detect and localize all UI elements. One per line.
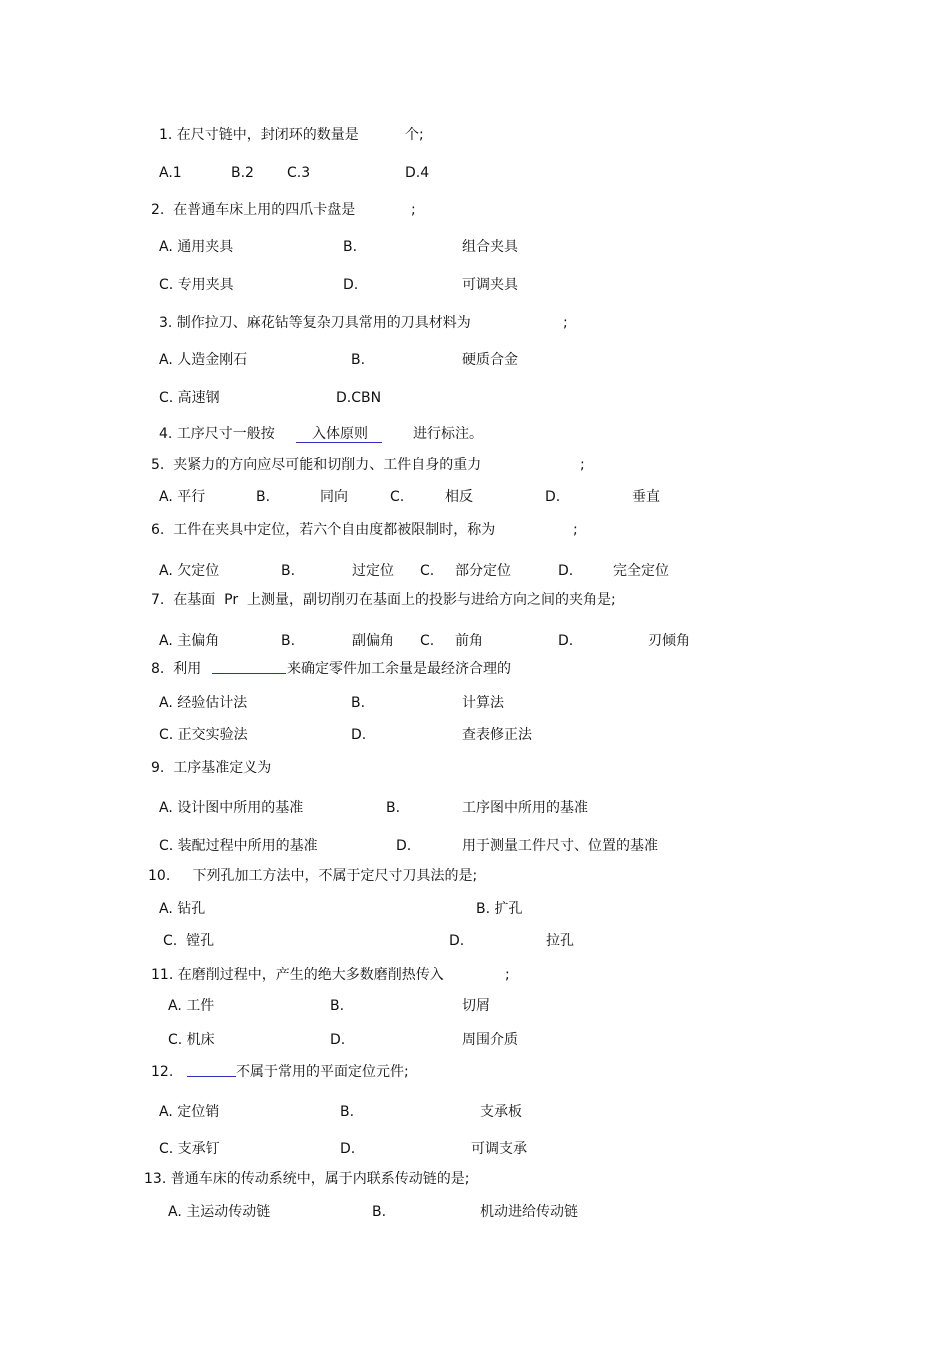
- question-12-stem-end: 不属于常用的平面定位元件;: [236, 1064, 409, 1080]
- q2-option-d-text: 可调夹具: [462, 277, 518, 293]
- q13-option-b-text: 机动进给传动链: [480, 1204, 578, 1220]
- q10-option-c: C. 镗孔: [163, 933, 215, 949]
- q2-option-c: C. 专用夹具: [159, 277, 234, 293]
- q5-option-a: A. 平行: [159, 489, 206, 505]
- q5-option-c-text: 相反: [445, 489, 473, 505]
- q9-option-d-letter: D.: [396, 838, 412, 854]
- q5-option-c-letter: C.: [390, 489, 405, 505]
- question-3-stem-end: ;: [563, 315, 568, 331]
- q9-option-b-text: 工序图中所用的基准: [462, 800, 588, 816]
- q13-option-b-letter: B.: [372, 1204, 387, 1220]
- q6-option-c-text: 部分定位: [455, 563, 511, 579]
- q3-option-b-letter: B.: [351, 352, 366, 368]
- question-11-stem-end: ;: [505, 967, 510, 983]
- q9-option-d-text: 用于测量工件尺寸、位置的基准: [462, 838, 658, 854]
- q12-option-d-text: 可调支承: [471, 1141, 527, 1157]
- q10-option-d-text: 拉孔: [546, 933, 574, 949]
- q10-option-b: B. 扩孔: [476, 901, 523, 917]
- q7-option-d-text: 刃倾角: [648, 633, 690, 649]
- q3-option-a: A. 人造金刚石: [159, 352, 248, 368]
- question-8-stem: 8. 利用: [151, 661, 202, 677]
- question-8-stem-end: 来确定零件加工余量是最经济合理的: [287, 661, 511, 677]
- question-3-stem: 3. 制作拉刀、麻花钻等复杂刀具常用的刀具材料为: [159, 315, 471, 331]
- q5-option-d-text: 垂直: [632, 489, 660, 505]
- q12-option-d-letter: D.: [340, 1141, 356, 1157]
- q1-option-d: D.4: [405, 165, 430, 181]
- q5-option-b-text: 同向: [320, 489, 348, 505]
- q2-option-b-letter: B.: [343, 239, 358, 255]
- q9-option-c: C. 装配过程中所用的基准: [159, 838, 318, 854]
- q12-option-c: C. 支承钉: [159, 1141, 220, 1157]
- question-4-stem: 4. 工序尺寸一般按: [159, 426, 275, 442]
- q10-option-d-letter: D.: [449, 933, 465, 949]
- question-4-answer: 入体原则: [296, 425, 382, 443]
- q6-option-b-text: 过定位: [352, 563, 394, 579]
- q10-option-a: A. 钻孔: [159, 901, 206, 917]
- q8-option-d-text: 查表修正法: [462, 727, 532, 743]
- q1-option-a: A.1: [159, 165, 182, 181]
- q2-option-b-text: 组合夹具: [462, 239, 518, 255]
- question-5-stem-end: ;: [580, 457, 585, 473]
- q6-option-d-text: 完全定位: [613, 563, 669, 579]
- q9-option-a: A. 设计图中所用的基准: [159, 800, 304, 816]
- q12-option-a: A. 定位销: [159, 1104, 220, 1120]
- q3-option-d: D.CBN: [336, 390, 382, 406]
- q8-option-d-letter: D.: [351, 727, 367, 743]
- q13-option-a: A. 主运动传动链: [168, 1204, 271, 1220]
- question-6-stem-end: ;: [573, 522, 578, 538]
- q11-option-b-letter: B.: [330, 998, 345, 1014]
- q12-option-b-letter: B.: [340, 1104, 355, 1120]
- q7-option-b-text: 副偏角: [352, 633, 394, 649]
- question-11-stem: 11. 在磨削过程中，产生的绝大多数磨削热传入: [151, 967, 444, 983]
- question-8-blank: [212, 660, 286, 679]
- q7-option-b-letter: B.: [281, 633, 296, 649]
- q8-option-c: C. 正交实验法: [159, 727, 248, 743]
- q2-option-a: A. 通用夹具: [159, 239, 234, 255]
- question-7-stem: 7. 在基面 Pr 上测量，副切削刃在基面上的投影与进给方向之间的夹角是;: [151, 592, 616, 608]
- q11-option-a: A. 工件: [168, 998, 215, 1014]
- q11-option-d-text: 周围介质: [462, 1032, 518, 1048]
- q7-option-a: A. 主偏角: [159, 633, 220, 649]
- question-2-stem-end: ;: [411, 202, 416, 218]
- q6-option-c-letter: C.: [420, 563, 435, 579]
- q6-option-b-letter: B.: [281, 563, 296, 579]
- q5-option-b-letter: B.: [256, 489, 271, 505]
- q12-option-b-text: 支承板: [480, 1104, 522, 1120]
- question-12-stem: 12.: [151, 1064, 174, 1080]
- question-13-stem: 13. 普通车床的传动系统中，属于内联系传动链的是;: [144, 1171, 470, 1187]
- question-6-stem: 6. 工件在夹具中定位，若六个自由度都被限制时，称为: [151, 522, 496, 538]
- q9-option-b-letter: B.: [386, 800, 401, 816]
- q7-option-c-text: 前角: [455, 633, 483, 649]
- q5-option-d-letter: D.: [545, 489, 561, 505]
- q11-option-b-text: 切屑: [462, 998, 490, 1014]
- question-9-stem: 9. 工序基准定义为: [151, 760, 272, 776]
- q11-option-c: C. 机床: [168, 1032, 215, 1048]
- q8-option-a: A. 经验估计法: [159, 695, 248, 711]
- q3-option-c: C. 高速钢: [159, 390, 220, 406]
- q6-option-a: A. 欠定位: [159, 563, 220, 579]
- q11-option-d-letter: D.: [330, 1032, 346, 1048]
- q1-option-c: C.3: [287, 165, 311, 181]
- question-1-stem: 1. 在尺寸链中，封闭环的数量是: [159, 127, 359, 143]
- question-12-blank: [187, 1063, 236, 1082]
- q3-option-b-text: 硬质合金: [462, 352, 518, 368]
- q7-option-c-letter: C.: [420, 633, 435, 649]
- question-5-stem: 5. 夹紧力的方向应尽可能和切削力、工件自身的重力: [151, 457, 482, 473]
- question-2-stem: 2. 在普通车床上用的四爪卡盘是: [151, 202, 356, 218]
- q2-option-d-letter: D.: [343, 277, 359, 293]
- q8-option-b-letter: B.: [351, 695, 366, 711]
- question-4-stem-end: 进行标注。: [413, 426, 483, 442]
- q6-option-d-letter: D.: [558, 563, 574, 579]
- question-10-stem: 10. 下列孔加工方法中，不属于定尺寸刀具法的是;: [148, 868, 478, 884]
- q1-option-b: B.2: [231, 165, 254, 181]
- question-1-stem-end: 个;: [405, 127, 424, 143]
- q8-option-b-text: 计算法: [462, 695, 504, 711]
- q7-option-d-letter: D.: [558, 633, 574, 649]
